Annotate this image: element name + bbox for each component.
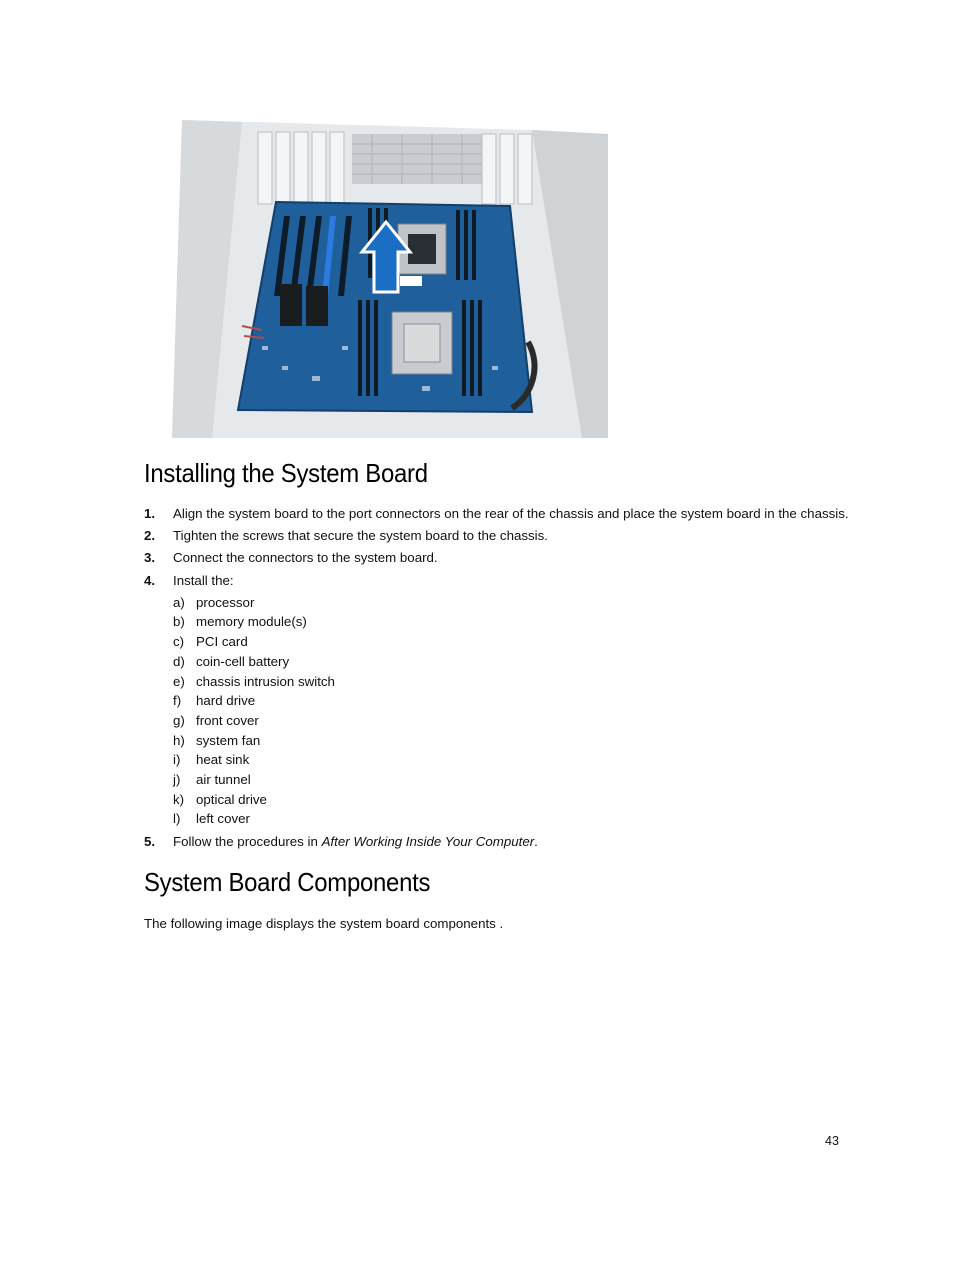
step-number: 4. — [144, 573, 156, 588]
list-item-letter: k) — [173, 792, 185, 807]
list-item-text: optical drive — [196, 792, 267, 807]
list-item-letter: d) — [173, 654, 185, 669]
list-item-letter: j) — [173, 772, 181, 787]
step-text: Connect the connectors to the system board. — [173, 550, 438, 565]
list-item-letter: g) — [173, 713, 185, 728]
step-number: 2. — [144, 528, 156, 543]
step-number: 3. — [144, 550, 156, 565]
list-item-letter: i) — [173, 752, 181, 767]
step-text: Tighten the screws that secure the system board to the chassis. — [173, 528, 548, 543]
step-number: 1. — [144, 506, 156, 521]
step-text — [173, 834, 538, 850]
list-item-letter: b) — [173, 614, 185, 629]
list-item-text: hard drive — [196, 693, 256, 708]
step-text: Align the system board to the port connectors on the rear of the chassis and place the system board in the chassis. — [173, 506, 849, 521]
list-item-letter: l) — [173, 811, 181, 826]
list-item-letter: a) — [173, 595, 185, 610]
heading-installing-system-board: Installing the System Board — [144, 458, 428, 488]
step-number: 5. — [144, 834, 156, 849]
step-text-prefix: Follow the procedures in — [173, 834, 322, 849]
list-item-letter: c) — [173, 634, 185, 649]
list-item-text: front cover — [196, 713, 259, 728]
list-item-text: chassis intrusion switch — [196, 674, 335, 689]
list-item-text: system fan — [196, 733, 261, 748]
list-item-letter: e) — [173, 674, 185, 689]
page-number: 43 — [825, 1134, 839, 1148]
heading-system-board-components: System Board Components — [144, 867, 431, 897]
list-item-text: air tunnel — [196, 772, 251, 787]
components-description: The following image displays the system board components . — [144, 916, 504, 931]
list-item-text: heat sink — [196, 752, 250, 767]
list-item-text: left cover — [196, 811, 250, 826]
step-text-suffix: . — [534, 834, 538, 849]
step-text: Install the: — [173, 573, 234, 588]
system-board-photo — [172, 116, 608, 438]
list-item-text: PCI card — [196, 634, 248, 649]
list-item-letter: f) — [173, 693, 182, 708]
list-item-letter: h) — [173, 733, 185, 748]
list-item-text: processor — [196, 595, 255, 610]
list-item-text: memory module(s) — [196, 614, 307, 629]
list-item-text: coin-cell battery — [196, 654, 290, 669]
procedure-reference: After Working Inside Your Computer — [321, 834, 535, 849]
